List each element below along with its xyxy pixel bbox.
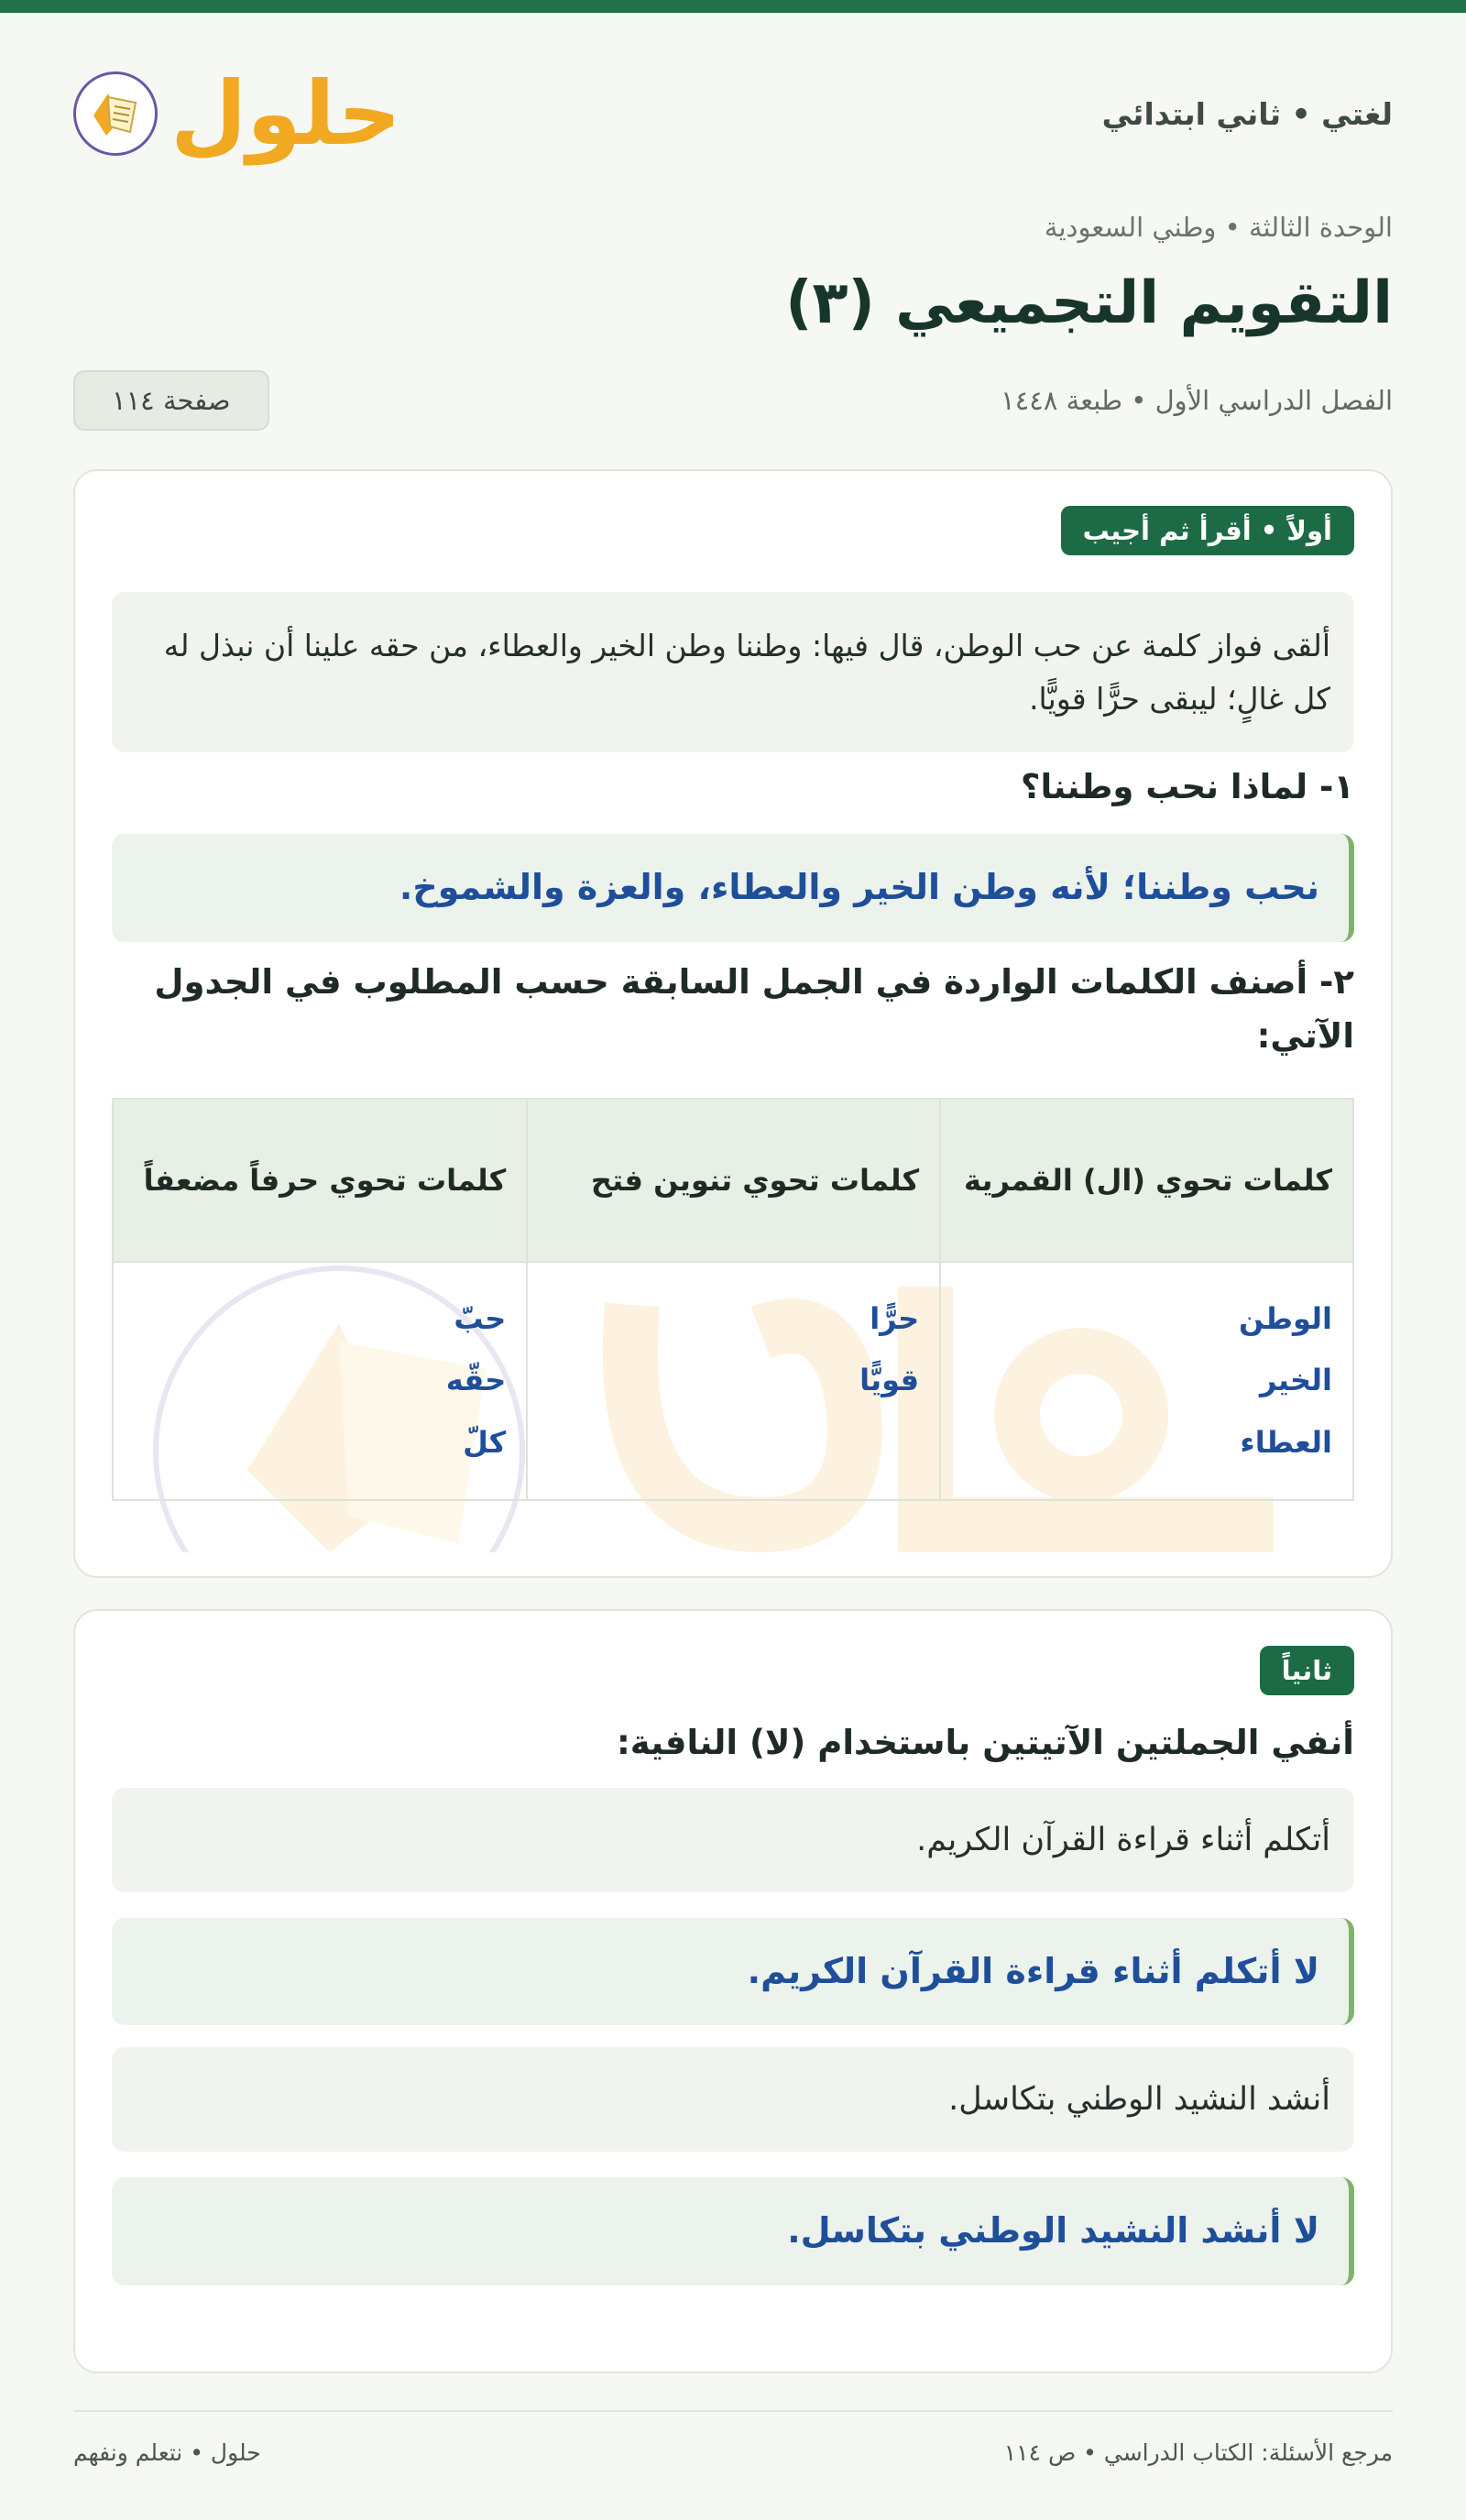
word-item: حبّ [454,1301,507,1337]
word-item: قويًّا [859,1363,920,1398]
question-one: ١- لماذا نحب وطننا؟ [1021,767,1354,807]
answer-one: نحب وطننا؛ لأنه وطن الخير والعطاء، والعزة والشموخ. [112,834,1354,941]
table-cell-mudaaf [113,1262,527,1500]
word-item: الوطن [1239,1301,1332,1337]
word-item: كلّ [463,1424,507,1460]
table-header-qamari: كلمات تحوي (ال) القمرية [940,1099,1353,1262]
table-cell-qamari [940,1262,1353,1500]
negated-answer-one: لا أتكلم أثناء قراءة القرآن الكريم. [112,1918,1354,2025]
reading-passage: ألقى فواز كلمة عن حب الوطن، قال فيها: وطننا وطن الخير والعطاء، من حقه علينا أن نبذل له كل غالٍ؛ ليبقى حرًّا قويًّا. [112,592,1354,753]
meta-row [73,370,1393,431]
header [73,13,1393,214]
word-item: العطاء [1240,1424,1332,1460]
sentence-one: أتكلم أثناء قراءة القرآن الكريم. [112,1788,1354,1892]
negation-instruction: أنفي الجملتين الآتيتين باستخدام (لا) النافية: [616,1722,1354,1762]
table-header-mudaaf: كلمات تحوي حرفاً مضعفاً [113,1099,527,1262]
table-header-tanween: كلمات تحوي تنوين فتح [527,1099,940,1262]
table-row [113,1262,1353,1500]
footer-brand: حلول • نتعلم ونفهم [73,2438,261,2466]
section-two-badge: ثانياً [1260,1646,1354,1695]
edition-info: الفصل الدراسي الأول • طبعة ١٤٤٨ [1001,384,1393,416]
app-name: لغتي • ثاني ابتدائي [1101,95,1393,132]
section-two-card [73,1609,1393,2373]
breadcrumb: الوحدة الثالثة • وطني السعودية [1044,212,1393,243]
word-item: الخير [1259,1363,1332,1398]
footer-reference: مرجع الأسئلة: الكتاب الدراسي • ص ١١٤ [1003,2438,1393,2466]
table-header-row [113,1099,1353,1262]
sentence-two: أنشد النشيد الوطني بتكاسل. [112,2047,1354,2152]
section-one-card [73,469,1393,1578]
site-logo[interactable] [73,62,401,165]
page-content [0,13,1466,2466]
table-cell-tanween [527,1262,940,1500]
footer [73,2410,1393,2466]
section-one-badge: أولاً • أقرأ ثم أجيب [1061,506,1354,555]
word-item: حرًّا [870,1301,920,1337]
book-page-icon [73,71,158,156]
word-item: حقّه [445,1363,507,1398]
negated-answer-two: لا أنشد النشيد الوطني بتكاسل. [112,2177,1354,2284]
page-title: التقويم التجميعي (٣) [785,269,1393,337]
top-accent-bar [0,0,1466,13]
classification-table [112,1098,1354,1501]
question-two: ٢- أصنف الكلمات الواردة في الجمل السابقة حسب المطلوب في الجدول الآتي: [154,961,1354,1057]
page-number-badge: صفحة ١١٤ [73,370,269,431]
logo-wordmark: حلول [170,62,401,165]
